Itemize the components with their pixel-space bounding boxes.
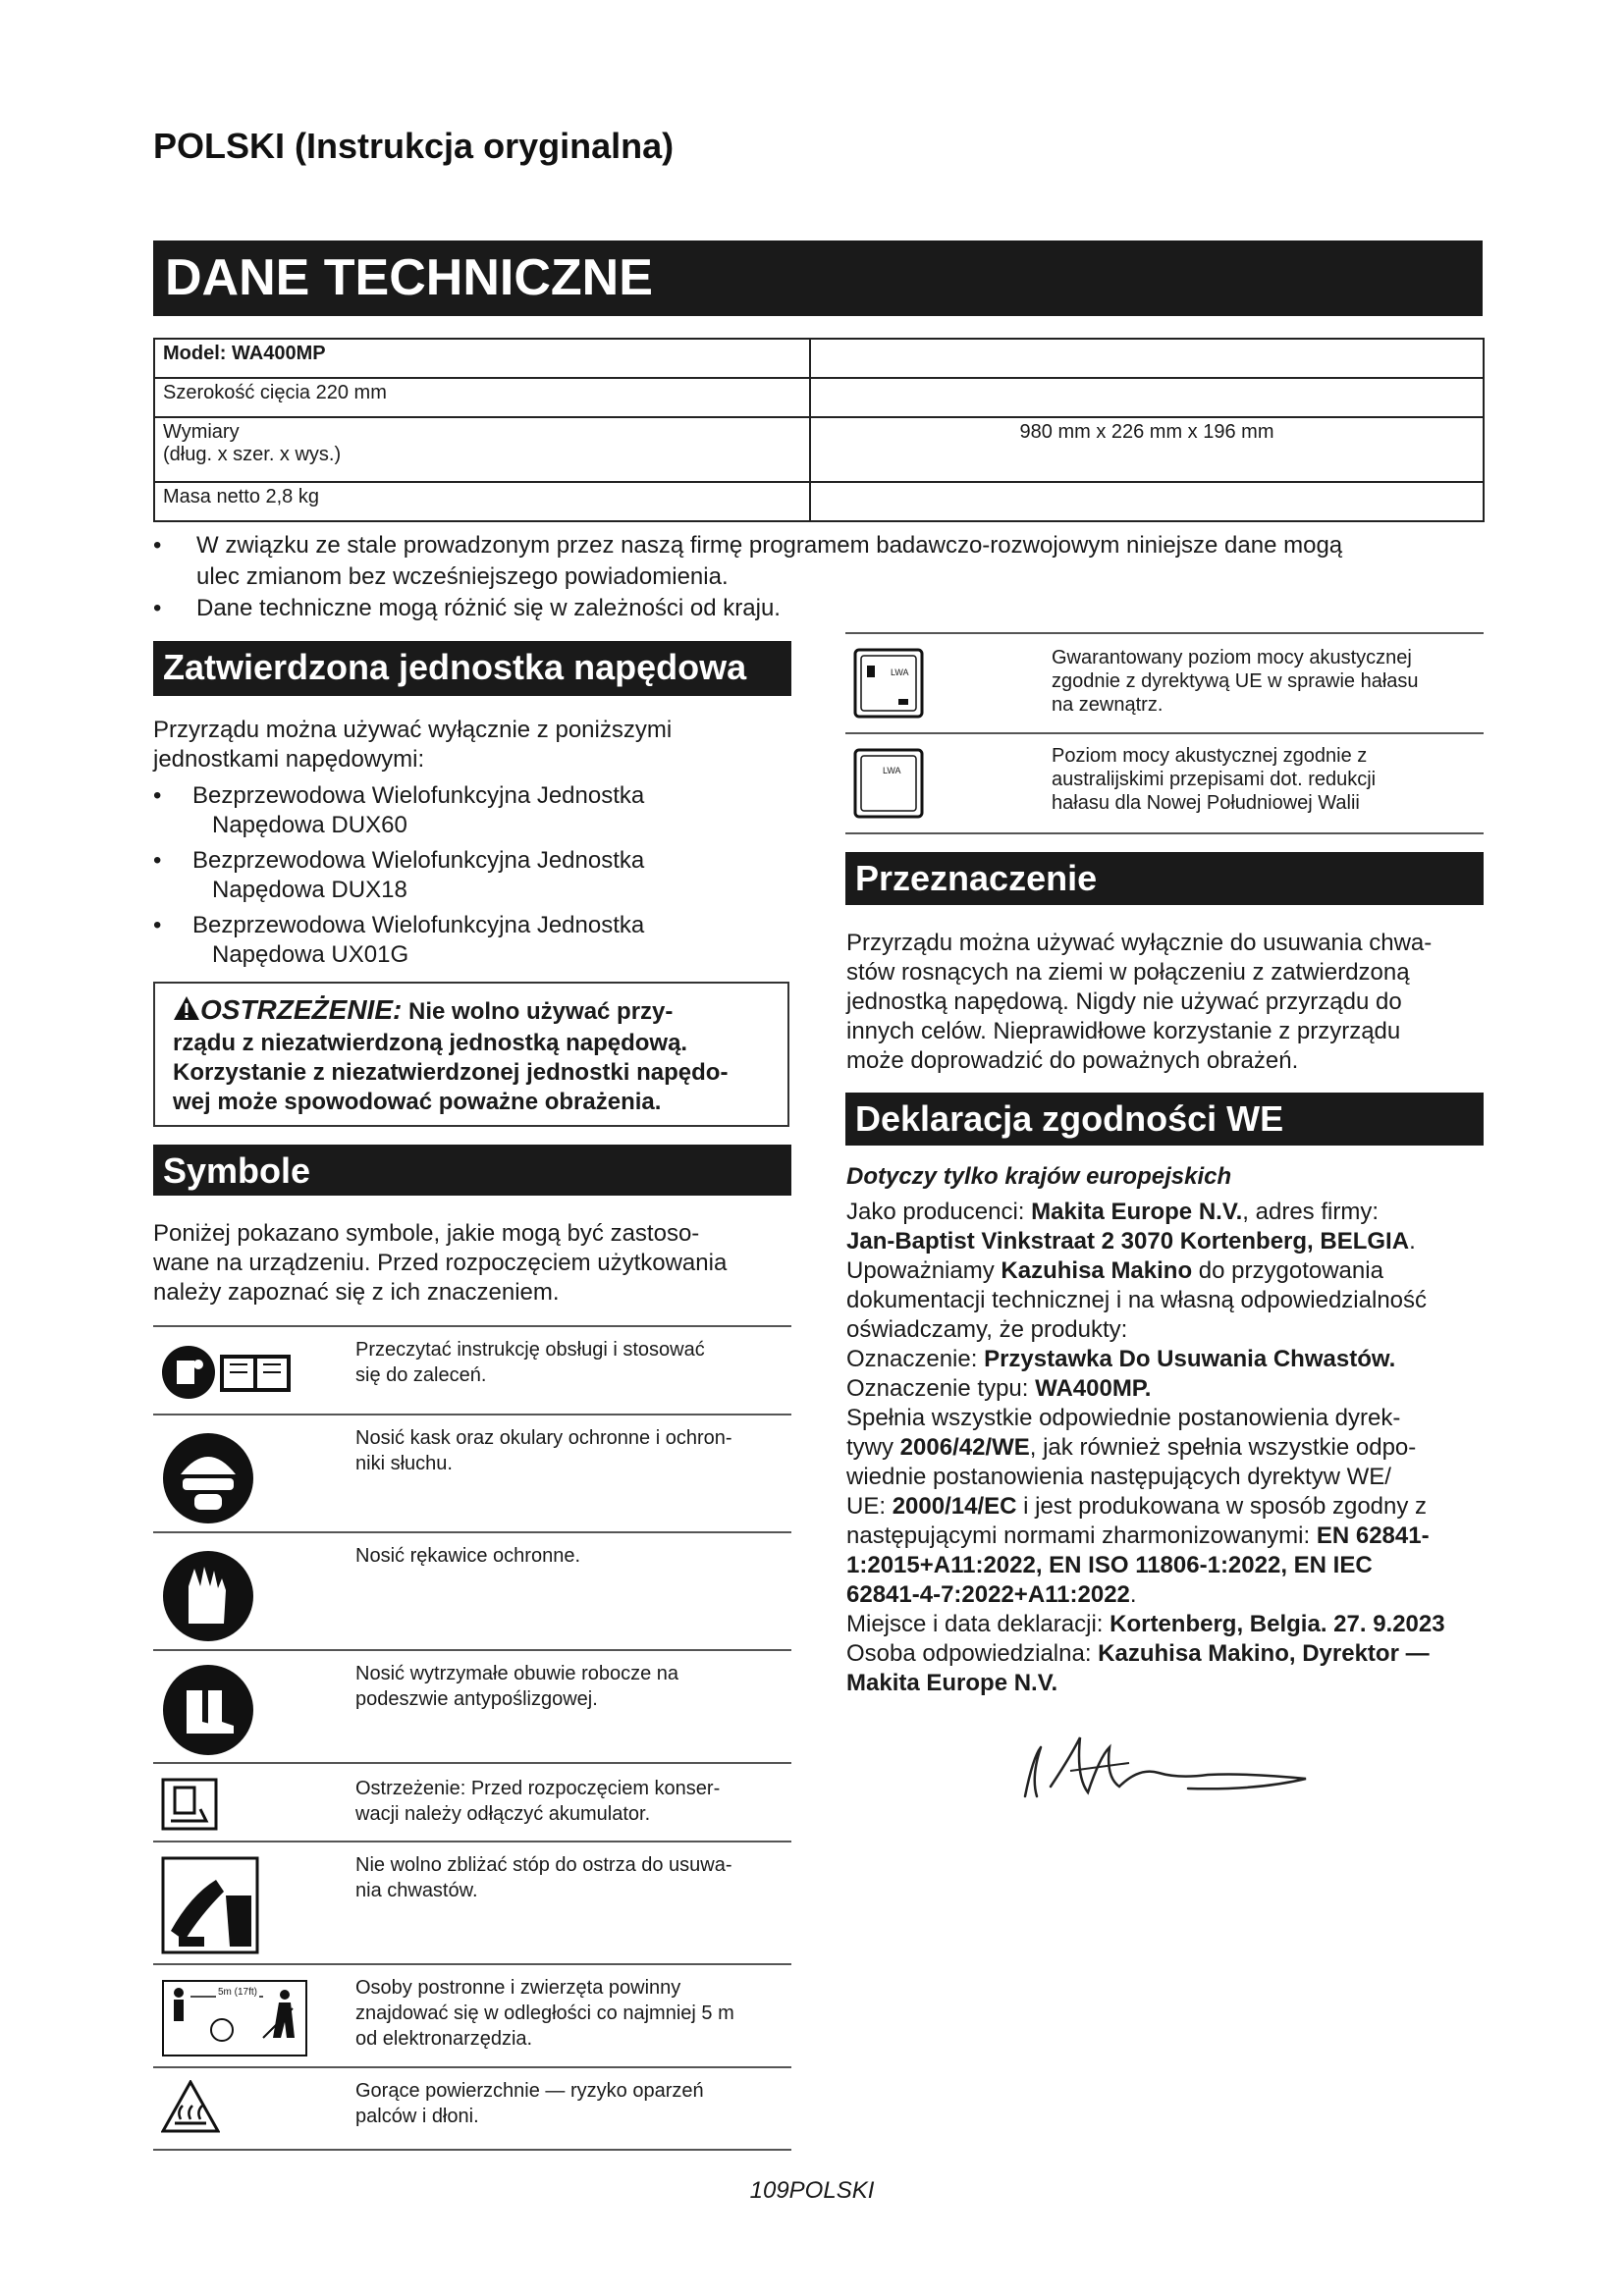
- approved-units-intro: Przyrządu można używać wyłącznie z poniższymi jednostkami napędowymi:: [153, 717, 673, 773]
- symbol-description: Osoby postronne i zwierzęta powinny znajdować się w odległości co najmniej 5 m od elektronarzędzia.: [355, 1977, 734, 2050]
- list-item: • Bezprzewodowa Wielofunkcyjna Jednostka Napędowa DUX60: [153, 781, 801, 840]
- noise-row: [845, 632, 1484, 734]
- gloves-icon: [159, 1547, 257, 1650]
- dimensions-value: 980 mm x 226 mm x 196 mm: [810, 417, 1484, 482]
- warning-triangle-icon: [173, 995, 200, 1029]
- distance-label: 5m (17ft): [218, 1987, 258, 1998]
- net-weight: Masa netto 2,8 kg: [154, 482, 810, 521]
- dimensions-label: Wymiary (dług. x szer. x wys.): [154, 417, 810, 482]
- approved-units-title: Zatwierdzona jednostka napędowa: [153, 641, 791, 696]
- declaration-text: Dotyczy tylko krajów europejskich Jako producenci: Makita Europe N.V., adres firmy: Jan-Baptist Vinkstraat 2 3070 Kortenberg, BELGIA. Upoważniamy Kazuhisa Makino do przygotowania dokumentacji technicznej i na własną odpowiedzialność oświadczamy, że produkty: Oznaczenie: Przystawka Do Usuwania Chwastów. Oznaczenie typu: WA400MP. Spełnia wszystkie odpowiednie postanowienia dyrek- tywy 2006/42/WE, jak również spełnia wszystkie odpo- wiednie postanowienia następujących dyrektyw WE/ UE: 2000/14/EC i jest produkowana w sposób zgodny z następującymi normami zharmonizowanymi: EN 62841- 1:2015+A11:2022, EN ISO 11806-1:2022, EN IEC 62841-4-7:2022+A11:2022. Miejsce i data deklaracji: Kortenberg, Belgia. 27. 9.2023 Osoba odpowiedzialna: Kazuhisa Makino, Dyrektor — Makita Europe N.V.: [846, 1162, 1485, 1698]
- noise-row: [845, 732, 1484, 834]
- lwa-nsw-noise-icon: [853, 748, 924, 824]
- approved-units-list: [153, 781, 801, 970]
- symbol-description: Nie wolno zbliżać stóp do ostrza do usuwa- nia chwastów.: [355, 1854, 732, 1901]
- spec-note: • W związku ze stale prowadzonym przez naszą firmę programem badawczo-rozwojowym niniejsze dane mogą: [153, 530, 1489, 561]
- noise-description: Poziom mocy akustycznej zgodnie z australijskimi przepisami dot. redukcji hałasu dla Nowej Południowej Walii: [1052, 745, 1377, 814]
- list-item: • Bezprzewodowa Wielofunkcyjna Jednostka Napędowa DUX18: [153, 846, 801, 905]
- lwa-eu-noise-icon: [853, 648, 924, 723]
- warning-label: OSTRZEŻENIE:: [200, 994, 403, 1025]
- symbol-description: Nosić wytrzymałe obuwie robocze na podeszwie antypoślizgowej.: [355, 1663, 679, 1710]
- helmet-goggles-earmuffs-icon: [159, 1429, 257, 1532]
- specs-title: DANE TECHNICZNE: [153, 240, 1483, 316]
- hot-surface-icon: [161, 2080, 220, 2138]
- symbol-row: [153, 2066, 791, 2151]
- read-manual-icon: [159, 1343, 297, 1407]
- symbol-row: [153, 1963, 791, 2068]
- symbols-intro: Poniżej pokazano symbole, jakie mogą być zastoso- wane na urządzeniu. Przed rozpoczęciem użytkowania należy zapoznać się z ich znaczeniem.: [153, 1220, 728, 1306]
- symbol-description: Gorące powierzchnie — ryzyko oparzeń palców i dłoni.: [355, 2080, 704, 2127]
- declaration-subtitle: Dotyczy tylko krajów europejskich: [846, 1163, 1232, 1190]
- symbol-row: [153, 1325, 791, 1415]
- symbol-row: [153, 1649, 791, 1764]
- purpose-title: Przeznaczenie: [845, 852, 1484, 905]
- spec-note: • Dane techniczne mogą różnić się w zależności od kraju.: [153, 593, 1489, 624]
- purpose-text: Przyrządu można używać wyłącznie do usuwania chwa- stów rosnących na ziemi w połączeniu z zatwierdzoną jednostką napędową. Nigdy nie używać przyrządu do innych celów. Nieprawidłowe korzystanie z przyrządu może doprowadzić do poważnych obrażeń.: [846, 930, 1433, 1074]
- symbol-description: Ostrzeżenie: Przed rozpoczęciem konser- wacji należy odłączyć akumulator.: [355, 1778, 721, 1825]
- warning-box: OSTRZEŻENIE: Nie wolno używać przy- rządu z niezatwierdzoną jednostką napędową. Korzystanie z niezatwierdzonej jednostki napędo- wej może spowodować poważne obrażenia.: [153, 982, 789, 1127]
- symbol-description: Nosić kask oraz okulary ochronne i ochron- niki słuchu.: [355, 1427, 732, 1474]
- symbols-title: Symbole: [153, 1145, 791, 1196]
- boots-icon: [159, 1661, 257, 1764]
- page-number: 109POLSKI: [749, 2177, 875, 2204]
- signature: [1011, 1728, 1326, 1821]
- keep-feet-away-icon: [161, 1856, 259, 1959]
- specs-table: [153, 338, 1485, 522]
- spec-note-cont: ulec zmianom bez wcześniejszego powiadomienia.: [196, 563, 729, 590]
- page-language-title: POLSKI (Instrukcja oryginalna): [153, 126, 675, 166]
- symbol-row: [153, 1531, 791, 1651]
- symbol-row: [153, 1762, 791, 1842]
- lwa-label: LWA: [883, 766, 901, 775]
- lwa-label: LWA: [891, 667, 909, 677]
- spec-notes: [153, 530, 1489, 624]
- symbol-description: Nosić rękawice ochronne.: [355, 1545, 580, 1567]
- list-item: • Bezprzewodowa Wielofunkcyjna Jednostka Napędowa UX01G: [153, 911, 801, 970]
- bystander-distance-icon: [161, 1979, 308, 2062]
- symbol-row: [153, 1414, 791, 1533]
- symbol-description: Przeczytać instrukcję obsługi i stosować się do zaleceń.: [355, 1339, 705, 1386]
- declaration-title: Deklaracja zgodności WE: [845, 1093, 1484, 1146]
- remove-battery-icon: [161, 1778, 218, 1836]
- cutting-width: Szerokość cięcia 220 mm: [154, 378, 810, 417]
- symbol-row: [153, 1841, 791, 1965]
- model-label: Model: WA400MP: [154, 339, 810, 378]
- noise-description: Gwarantowany poziom mocy akustycznej zgodnie z dyrektywą UE w sprawie hałasu na zewnątrz.: [1052, 647, 1419, 716]
